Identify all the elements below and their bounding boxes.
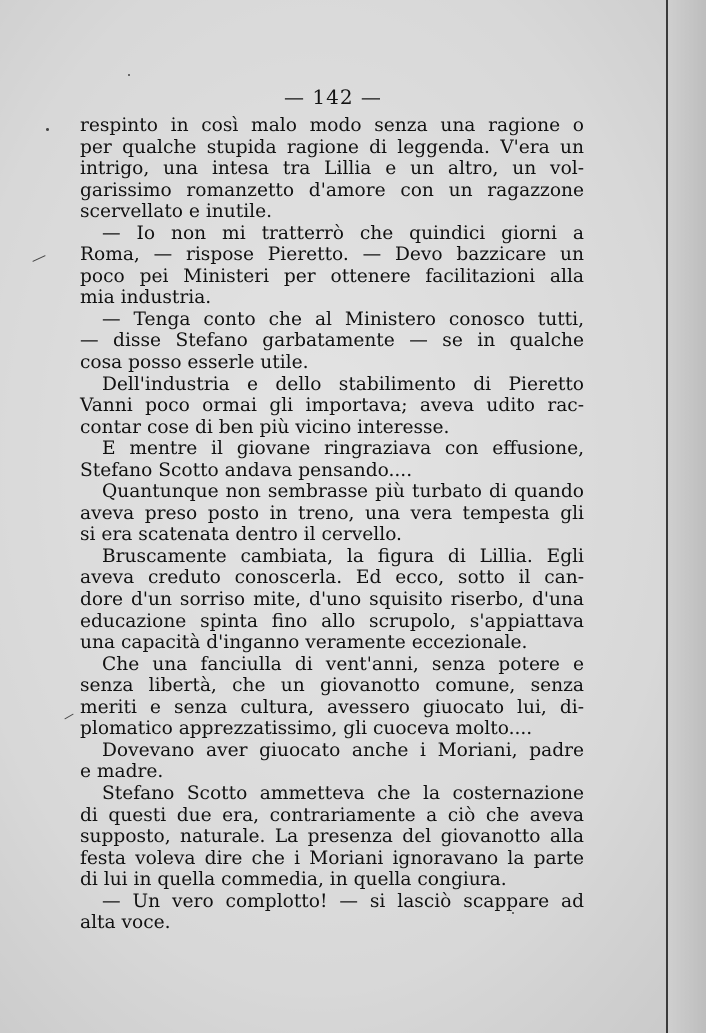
text-line: mia industria. (80, 287, 212, 309)
text-line: Vanni poco ormai gli importava; aveva udito rac- (80, 395, 584, 417)
text-line: Roma, — rispose Pieretto. — Devo bazzicare un (80, 244, 584, 266)
text-line: supposto, naturale. La presenza del giovanotto alla (80, 826, 584, 848)
text-line: respinto in così malo modo senza una ragione o (80, 115, 584, 136)
paper-mark (64, 714, 73, 720)
text-line: intrigo, una intesa tra Lillia e un altro, un vol- (80, 158, 584, 180)
text-line: Stefano Scotto andava pensando.... (80, 459, 413, 481)
body-text (80, 115, 584, 934)
text-line: — Un vero complotto! — si lasciò scappare ad (102, 890, 584, 912)
text-line: meriti e senza cultura, avessero giuocato lui, di- (80, 696, 584, 718)
paper-speck (512, 912, 514, 914)
text-line: Bruscamente cambiata, la figura di Lillia. Egli (102, 545, 584, 567)
text-line: di lui in quella commedia, in quella congiura. (80, 869, 507, 891)
text-line: Dovevano aver giuocato anche i Moriani, padre (102, 739, 584, 761)
text-line: aveva preso posto in treno, una vera tempesta gli (80, 502, 584, 524)
text-line: per qualche stupida ragione di leggenda. V'era un (80, 136, 584, 158)
text-line: di questi due era, contrariamente a ciò che aveva (80, 804, 584, 826)
text-line: aveva creduto conoscerla. Ed ecco, sotto il can- (80, 567, 584, 589)
text-line: alta voce. (80, 912, 171, 934)
paper-speck (128, 74, 130, 76)
text-line: poco pei Ministeri per ottenere facilitazioni alla (80, 265, 584, 287)
text-line: E mentre il giovane ringraziava con effusione, (102, 438, 584, 460)
text-line: — Tenga conto che al Ministero conosco tutti, (102, 308, 584, 330)
text-line: Quantunque non sembrasse più turbato di quando (102, 481, 584, 503)
text-line: — disse Stefano garbatamente — se in qualche (80, 330, 584, 352)
text-line: si era scatenata dentro il cervello. (80, 524, 402, 546)
text-line: dore d'un sorriso mite, d'uno squisito riserbo, d'una (80, 589, 584, 611)
text-line: cosa posso esserle utile. (80, 352, 309, 374)
adjacent-page-strip (668, 0, 706, 1033)
text-line: festa voleva dire che i Moriani ignoravano la parte (80, 847, 584, 869)
text-line: scervellato e inutile. (80, 201, 273, 223)
text-line: senza libertà, che un giovanotto comune, senza (80, 675, 584, 697)
text-line: contar cose di ben più vicino interesse. (80, 416, 450, 438)
text-line: Dell'industria e dello stabilimento di Pieretto (102, 373, 584, 395)
paper-speck (46, 128, 49, 131)
paper-mark (32, 255, 45, 262)
text-line: plomatico apprezzatissimo, gli cuoceva molto.... (80, 718, 533, 740)
text-line: educazione spinta fino allo scrupolo, s'appiattava (80, 610, 584, 632)
page-number: — 142 — (284, 85, 382, 109)
text-line: — Io non mi tratterrò che quindici giorni a (102, 222, 584, 244)
text-line: una capacità d'inganno veramente eccezionale. (80, 632, 528, 654)
text-line: e madre. (80, 761, 164, 783)
text-line: garissimo romanzetto d'amore con un ragazzone (80, 179, 584, 201)
text-line: Che una fanciulla di vent'anni, senza potere e (102, 653, 584, 675)
text-line: Stefano Scotto ammetteva che la costernazione (102, 782, 584, 804)
